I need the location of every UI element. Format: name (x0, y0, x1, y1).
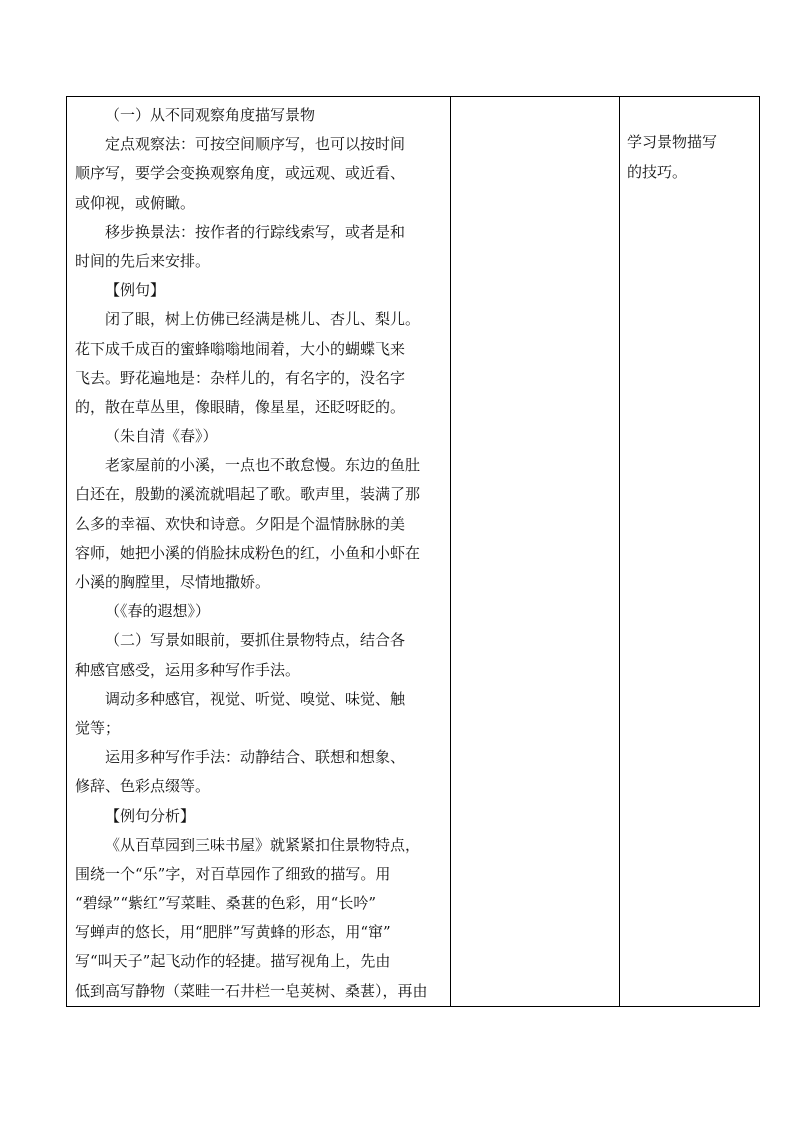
text-line: 觉等； (75, 718, 121, 737)
content-cell (67, 97, 451, 1007)
text-line: （《春的遐想》） (105, 602, 211, 621)
text-line: “碧绿”“紫红”写菜畦、桑葚的色彩，用“长吟” (75, 894, 377, 913)
text-line: 飞去。野花遍地是：杂样儿的，有名字的，没名字 (75, 368, 406, 387)
text-line: 【例句】 (105, 281, 166, 300)
text-line: 种感官感受，运用多种写作手法。 (75, 660, 301, 679)
objective-cell (620, 97, 760, 1007)
text-line: 白还在，殷勤的溪流就唱起了歌。歌声里，装满了那 (75, 485, 421, 504)
text-line: 小溪的胸膛里，尽情地撒娇。 (75, 573, 271, 591)
text-line: （朱自清《春》） (105, 427, 218, 446)
text-line: 调动多种感官，视觉、听觉、嗅觉、味觉、触 (105, 689, 406, 708)
objective-lines (627, 127, 753, 187)
text-line: 闭了眼，树上仿佛已经满是桃儿、杏儿、梨儿。 (105, 310, 421, 329)
text-line: 容师，她把小溪的俏脸抹成粉色的红，小鱼和小虾在 (75, 543, 421, 562)
text-line: 时间的先后来安排。 (75, 251, 211, 270)
lesson-plan-table (66, 96, 760, 1007)
text-line: 写蝉声的悠长，用“肥胖”写黄蜂的形态，用“窜” (75, 923, 391, 942)
text-line: 修辞、色彩点缀等。 (75, 777, 211, 796)
text-line: （一）从不同观察角度描写景物 (105, 106, 316, 124)
table-row (67, 97, 760, 1007)
text-line: 围绕一个“乐”字，对百草园作了细致的描写。用 (75, 864, 391, 883)
text-line: 的，散在草丛里，像眼睛，像星星，还眨呀眨的。 (75, 397, 406, 416)
text-line: 或仰视，或俯瞰。 (75, 193, 196, 212)
text-line: 移步换景法：按作者的行踪线索写，或者是和 (105, 222, 406, 241)
text-line: 定点观察法：可按空间顺序写，也可以按时间 (105, 135, 406, 154)
objective-line: 的技巧。 (627, 163, 688, 181)
text-line: 老家屋前的小溪，一点也不敢怠慢。东边的鱼肚 (105, 456, 421, 475)
empty-cell (451, 97, 620, 1007)
text-line: 写“叫天子”起飞动作的轻捷。描写视角上，先由 (75, 952, 391, 971)
content-lines (75, 101, 444, 1006)
text-line: 《从百草园到三味书屋》就紧紧扣住景物特点， (105, 835, 421, 854)
text-line: 低到高写静物（菜畦一石井栏一皂荚树、桑葚），再由 (75, 981, 428, 1000)
text-line: 【例句分析】 (105, 806, 196, 825)
text-line: 运用多种写作手法：动静结合、联想和想象、 (105, 748, 406, 767)
text-line: （二）写景如眼前，要抓住景物特点，结合各 (105, 631, 406, 650)
text-line: 顺序写，要学会变换观察角度，或远观、或近看、 (75, 164, 406, 183)
objective-line: 学习景物描写 (627, 133, 718, 151)
text-line: 花下成千成百的蜜蜂嗡嗡地闹着，大小的蝴蝶飞来 (75, 339, 406, 358)
text-line: 么多的幸福、欢快和诗意。夕阳是个温情脉脉的美 (75, 514, 406, 533)
